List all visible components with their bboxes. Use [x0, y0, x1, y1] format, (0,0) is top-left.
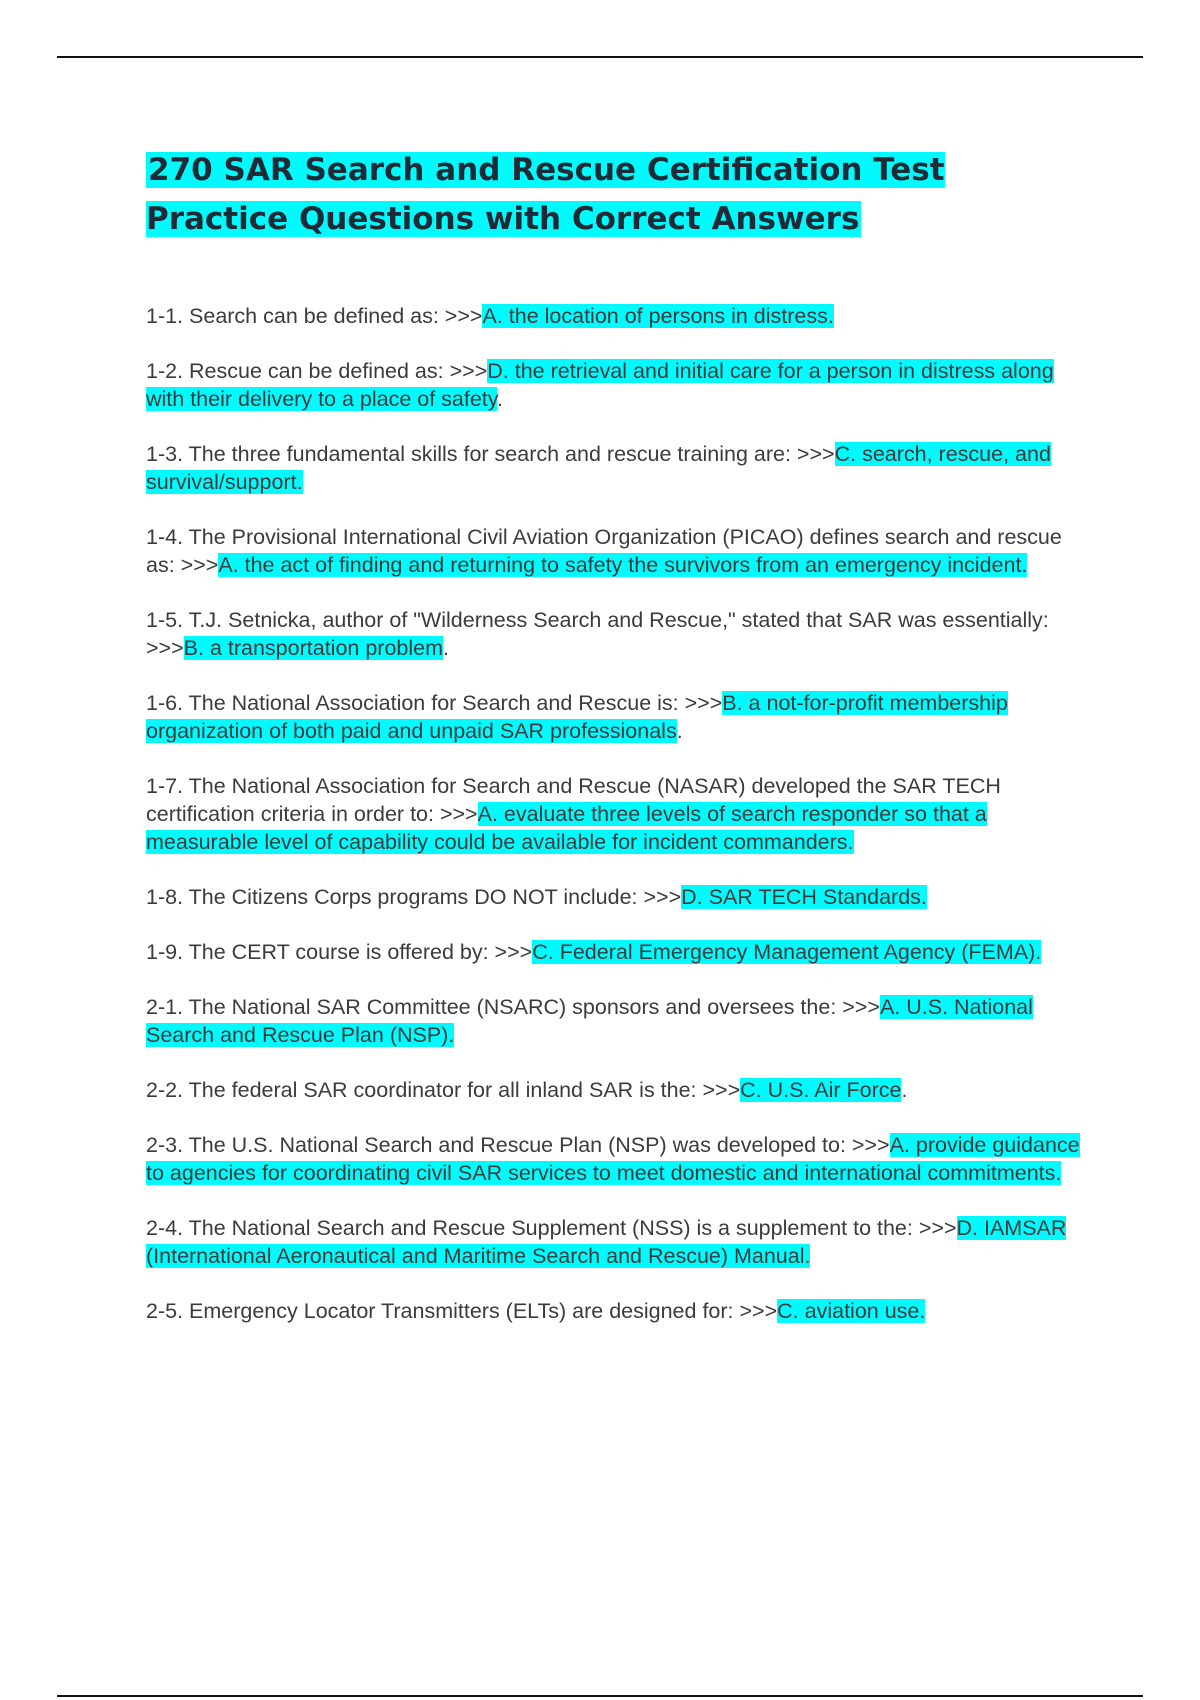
question-text: 1-4. The Provisional International Civil Aviation Organization (PICAO) defines search and rescue as: >>> — [146, 525, 1062, 577]
answer-tail: . — [901, 1078, 908, 1102]
question-text: 1-3. The three fundamental skills for search and rescue training are: >>> — [146, 442, 835, 466]
answer-text: A. evaluate three levels of search responder so that a measurable level of capability could be available for incident commanders. — [146, 802, 987, 854]
qa-item — [146, 993, 1096, 1049]
qa-item — [146, 689, 1096, 745]
answer-text: C. Federal Emergency Management Agency (FEMA). — [532, 940, 1042, 964]
question-text: 2-5. Emergency Locator Transmitters (ELTs) are designed for: >>> — [146, 1299, 778, 1323]
qa-item — [146, 1131, 1096, 1187]
question-text: 2-4. The National Search and Rescue Supplement (NSS) is a supplement to the: >>> — [146, 1216, 957, 1240]
document-title — [146, 146, 1096, 244]
qa-item — [146, 772, 1096, 856]
answer-tail: . — [496, 387, 503, 411]
question-text: 2-2. The federal SAR coordinator for all inland SAR is the: >>> — [146, 1078, 741, 1102]
answer-text: A. U.S. National Search and Rescue Plan (NSP). — [146, 995, 1033, 1047]
answer-text: D. IAMSAR (International Aeronautical and Maritime Search and Rescue) Manual. — [146, 1216, 1067, 1268]
top-rule — [57, 56, 1143, 58]
question-text: 1-5. T.J. Setnicka, author of "Wilderness Search and Rescue," stated that SAR was essentially: >>> — [146, 608, 1049, 660]
answer-text: C. search, rescue, and survival/support. — [146, 442, 1051, 494]
qa-item — [146, 1297, 1096, 1325]
question-text: 1-7. The National Association for Search and Rescue (NASAR) developed the SAR TECH certification criteria in order to: >>> — [146, 774, 1001, 826]
question-text: 1-2. Rescue can be defined as: >>> — [146, 359, 488, 383]
answer-text: B. a not-for-profit membership organization of both paid and unpaid SAR professionals — [146, 691, 1008, 743]
answer-text: C. aviation use. — [777, 1299, 926, 1323]
answer-tail: . — [676, 719, 683, 743]
qa-item — [146, 302, 1096, 330]
qa-item — [146, 523, 1096, 579]
document-title-text: 270 SAR Search and Rescue Certification Test Practice Questions with Correct Answers — [146, 152, 945, 237]
answer-text: B. a transportation problem — [183, 636, 444, 660]
document-body — [146, 146, 1096, 1352]
answer-text: A. the act of finding and returning to safety the survivors from an emergency incident. — [218, 553, 1028, 577]
question-text: 2-1. The National SAR Committee (NSARC) sponsors and oversees the: >>> — [146, 995, 880, 1019]
question-text: 1-8. The Citizens Corps programs DO NOT include: >>> — [146, 885, 682, 909]
qa-item — [146, 1214, 1096, 1270]
answer-tail: . — [443, 636, 449, 660]
qa-item — [146, 938, 1096, 966]
qa-item — [146, 440, 1096, 496]
question-text: 2-3. The U.S. National Search and Rescue Plan (NSP) was developed to: >>> — [146, 1133, 890, 1157]
answer-text: C. U.S. Air Force — [740, 1078, 902, 1102]
qa-item — [146, 883, 1096, 911]
qa-item — [146, 357, 1096, 413]
qa-item — [146, 606, 1096, 662]
answer-text: A. the location of persons in distress. — [482, 304, 834, 328]
answer-text: D. SAR TECH Standards. — [681, 885, 927, 909]
question-text: 1-6. The National Association for Search and Rescue is: >>> — [146, 691, 723, 715]
question-text: 1-1. Search can be defined as: >>> — [146, 304, 483, 328]
answer-text: A. provide guidance to agencies for coordinating civil SAR services to meet domestic and international commitments. — [146, 1133, 1080, 1185]
qa-item — [146, 1076, 1096, 1104]
bottom-rule — [57, 1695, 1143, 1697]
answer-text: D. the retrieval and initial care for a person in distress along with their delivery to a place of safety — [146, 359, 1054, 411]
question-text: 1-9. The CERT course is offered by: >>> — [146, 940, 533, 964]
